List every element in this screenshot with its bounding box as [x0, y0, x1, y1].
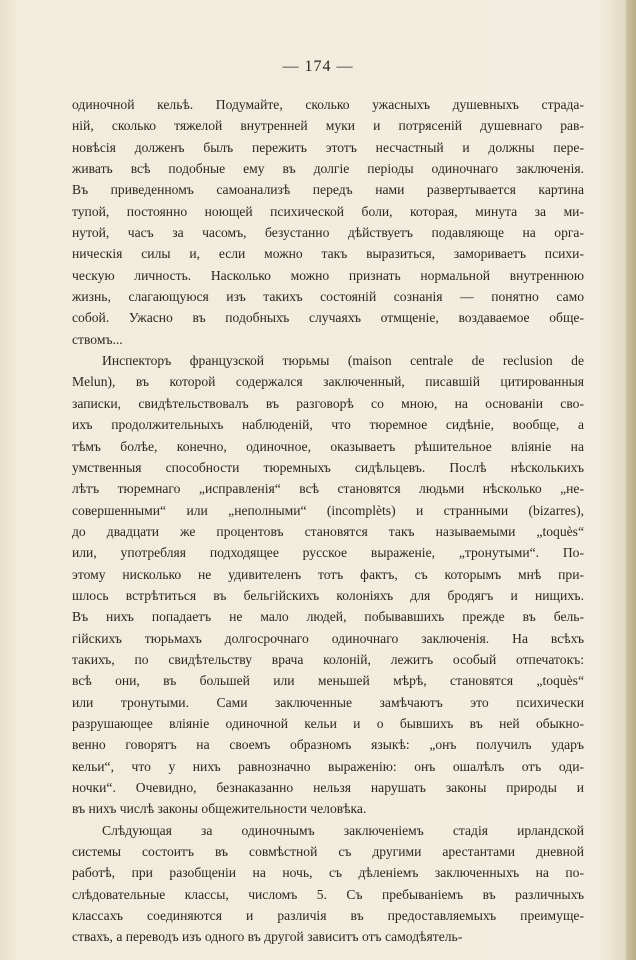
text-line: ствомъ... — [72, 331, 123, 347]
text-line: кельи“, что у нихъ равнозначно выраженію: онъ ошалѣлъ отъ оди- — [72, 758, 584, 774]
text-line: всѣ они, въ большей или меньшей мѣрѣ, становятся „toquès“ — [72, 673, 584, 689]
text-line: лѣтъ тюремнаго „исправленія“ всѣ становятся людьми нѣсколько „не- — [72, 481, 584, 497]
text-line: классахъ соединяются и различія въ предоставляемыхъ преимуще- — [72, 908, 584, 924]
text-line: ческую личность. Насколько можно признать нормальной внутреннюю — [72, 267, 584, 283]
text-line: Инспекторъ французской тюрьмы (maison centrale de reclusion de — [102, 353, 584, 369]
text-line: собой. Ужасно въ подобныхъ случаяхъ отмщеніе, воздаваемое обще- — [72, 310, 584, 326]
text-line: ническія силы и, если можно такъ выразиться, замориваетъ психи- — [72, 246, 584, 262]
page-number: — 174 — — [282, 58, 354, 75]
text-line: ствахъ, а переводъ изъ одного въ другой зависитъ отъ самодѣятель- — [72, 929, 463, 945]
text-line: слѣдовательные классы, числомъ 5. Съ пребываніемъ въ различныхъ — [72, 886, 584, 902]
text-line: умственныя способности тюремныхъ сидѣльцевъ. Послѣ нѣсколькихъ — [72, 459, 584, 475]
text-line: системы состоитъ въ совмѣстной съ другими арестантами дневной — [72, 844, 584, 860]
paragraph — [72, 94, 584, 350]
text-line: или, употребляя подходящее русское выраженіе, „тронутыми“. По- — [72, 545, 584, 561]
text-line: въ нихъ числѣ законы общежительности человѣка. — [72, 801, 367, 817]
text-line: работѣ, при разобщеніи на ночь, съ дѣленіемъ заключенныхъ на по- — [72, 865, 584, 881]
text-line: венно говорятъ на своемъ образномъ языкѣ: „онъ получилъ ударъ — [72, 737, 584, 753]
body-text — [72, 94, 584, 948]
text-line: разрушающее вліяніе одиночной кельи и о бывшихъ въ ней обыкно- — [72, 715, 584, 731]
text-line: до двадцати же процентовъ становятся такъ называемыми „toquès“ — [72, 523, 584, 539]
text-line: живать всѣ подобные ему въ долгіе періоды одиночнаго заключенія. — [72, 161, 584, 177]
text-line: жизнь, слагающуюся изъ такихъ состояній сознанія — понятно само — [72, 289, 584, 305]
text-line: одиночной кельѣ. Подумайте, сколько ужасныхъ душевныхъ страда- — [72, 97, 584, 112]
text-line: Въ нихъ попадаетъ не мало людей, побывавшихъ прежде въ бель- — [72, 609, 584, 625]
text-line: ній, сколько тяжелой внутренней муки и потрясеній душевнаго рав- — [72, 118, 584, 134]
page-spine-shadow — [626, 0, 636, 960]
text-line: новѣсія долженъ былъ пережить этотъ несчастный и должны пере- — [72, 139, 584, 155]
text-line: ночки“. Очевидно, безнаказанно нельзя нарушать законы природы и — [72, 780, 584, 795]
paragraph — [72, 350, 584, 820]
text-line: записки, свидѣтельствовалъ въ разговорѣ со мною, на основаніи сво- — [72, 395, 584, 411]
text-line: Слѣдующая за одиночнымъ заключеніемъ стадія ирландской — [102, 822, 584, 838]
text-line: совершенными“ или „неполными“ (incomplèts) и странными (bizarres), — [72, 502, 584, 518]
text-line: такихъ, по свидѣтельству врача колоній, лежитъ особый отпечатокъ: — [72, 651, 584, 667]
paragraph — [72, 820, 584, 948]
text-line: Melun), въ которой содержался заключенный, писавшій цитированныя — [72, 374, 584, 390]
text-line: этому нисколько не удивителенъ тотъ фактъ, съ которымъ мнѣ при- — [72, 566, 584, 582]
text-line: нутой, часъ за часомъ, безустанно дѣйствуетъ подавляюще на орга- — [72, 225, 584, 241]
text-line: Въ приведенномъ самоанализѣ передъ нами развертывается картина — [72, 182, 584, 198]
text-line: гійскихъ тюрьмахъ долгосрочнаго одиночнаго заключенія. На всѣхъ — [72, 630, 584, 646]
text-line: или тронутыми. Сами заключенные замѣчаютъ это психически — [72, 694, 584, 710]
text-line: шлось встрѣтиться въ бельгійскихъ колоніяхъ для бродягъ и нищихъ. — [72, 587, 584, 603]
text-line: ихъ продолжительныхъ наблюденій, что тюремное сидѣніе, вообще, а — [72, 417, 584, 433]
text-line: тѣмъ болѣе, конечно, одиночное, оказываетъ рѣшительное вліяніе на — [72, 438, 584, 454]
text-line: тупой, постоянно ноющей психической боли, которая, минута за ми- — [72, 203, 584, 219]
